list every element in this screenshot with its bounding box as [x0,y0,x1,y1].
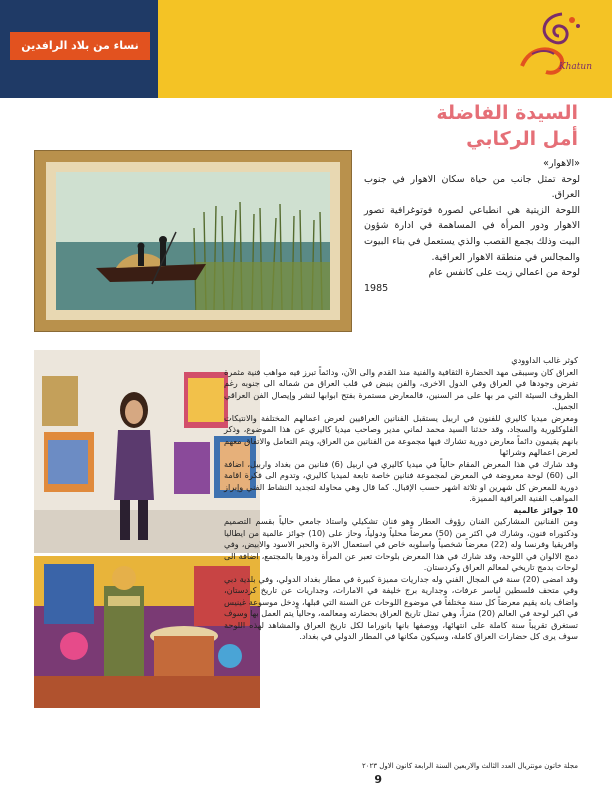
title-line-2: أمل الركابي [466,128,578,150]
painting-caption [364,156,580,296]
marshes-painting [56,172,330,310]
caption-year: 1985 [364,282,389,294]
caption-paragraph: لوحة من اعمالي زيت على كانفس عام [428,267,580,279]
caption-paragraph: اللوحة الزيتية هي انطباعي لصورة فوتوغرافية تصور الاهوار ودور المرأة في المساهمة في ادارة شؤون البيت وذلك بجمع القصب والذي يستعمل في بناء البيوت والمجالس في منطقة الاهوار العراقية. [364,204,580,263]
article-paragraph: ومن الفنانين المشاركين الفنان رؤوف العطار وهو فنان تشكيلي واستاذ جامعي حالياً بقسم التصميم ودكتوراه فنون، وشارك في اكثر من (50) معرضاً محلياً ودولياً، وحاز على (10) جوائز عالمية من ايطاليا وافريقيا وفرنسا وله (22) معرضاً شخصياً واسلوبه خاص في استعمال الابرة والحبر الاسود والابيض، وفي دمج الالوان في اللوحة، وقد شارك في هذا المعرض بلوحات تعبر عن المرأة ودورها بالمجتمع، اضافة الى لوحات بدمج تاريخي لمعالم العراق وكردستان. [224,516,578,572]
section-ribbon [0,0,158,98]
article-paragraph: وقد امضى (20) سنة في المجال الفني وله جداريات مميزة كبيرة في مطار بغداد الدولي، وفي بلدية دبي وفي متحف فلسطين لياسر عرفات، وجدارية برج خليفة في الامارات، وجداريات عن تاريخ كردستان، واضاف بانه يقيم معرضاً كل سنة مختلفاً في موضوع اللوحات عن السنة التي قبلها، ودخل موسوعة غينيس في اكبر لوحة في العالم (20) متراً، وهي تمثل تاريخ العراق بحضارته ومعالمه، وحالياً يتم العمل بها وسوف تستغرق تقريباً سنة كاملة على انتهائها، ووصفها بانها بانوراما لكل تاريخ العراق والمشاهد لهذه اللوحة سوف يرى كل حضارات العراق كاملة، وسيكون مكانها في المطار الدولي في بغداد. [224,573,578,641]
logo-wordmark: Khatun [558,62,592,72]
article-body [224,355,578,643]
article-byline: كوثر غالب الداوودي [511,355,578,365]
issue-footer: مجلة خاتون مونتريال العدد الثالث والاربعين السنة الرابعة كانون الاول ٢٠٢٣ [361,762,578,770]
page-number: 9 [374,773,382,786]
page-title [358,100,578,152]
caption-title: «الاهوار» [543,158,580,169]
caption-paragraph: لوحة تمثل جانب من حياة سكان الاهوار في جنوب العراق. [364,173,580,201]
article-paragraph: ومعرض ميديا كاليري للفنون في اربيل يستقبل الفنانين العراقيين لعرض اعمالهم المختلفة والانتيكات الفلوكلورية والسجاد، وقد حدثنا السيد محمد لماني مدير وصاحب ميديا كاليري عن هذا الموضوع، وذكر بانهم يقيمون دائماً معارض دورية تشارك فيها مجموعة من الفنانين من العراق، ويتم التعامل والاتفاق معهم لعرض اعمالهم وشرائها [224,412,578,457]
article-paragraph: العراق كان وسيبقى مهد الحضارة الثقافية والفنية منذ القدم والى الآن، ودائماً تبرز فيه مواهب فنية مثمرة تفرض وجودها في العراق وفي الدول الاخرى، والفن ينبض في قلب العراق من شماله الى جنوبه رغم الظروف السيئة التي مر بها على مر السنين، فالمعارض مستمرة بفتح ابوابها لنشر وإيصال الفن العراقي الجميل. [224,366,578,411]
painting-frame [34,150,352,332]
section-label: نساء من بلاد الرافدين [10,32,150,60]
title-line-1: السيدة الفاضلة [436,102,578,124]
painting-mat [46,162,340,320]
article-subheading: 10 جوائز عالمية [513,504,578,515]
article-paragraph: وقد شارك في هذا المعرض المقام حالياً في ميديا كاليري في اربيل (6) فنانين من بغداد واربيل، اضافة الى (60) لوحة معروضة في المعرض لمجموعة فنانين خاصة تابعة لميديا كاليري، وتدوم الى فكرة اقامة دورية للمعرض كل شهرين او ثلاثة اشهر حسب الإقبال. كما قال وهي محاولة لتجديد النشاط الفني وإبراز المواهب الفنية العراقية المميزة. [224,458,579,503]
khatun-logo [502,6,598,96]
